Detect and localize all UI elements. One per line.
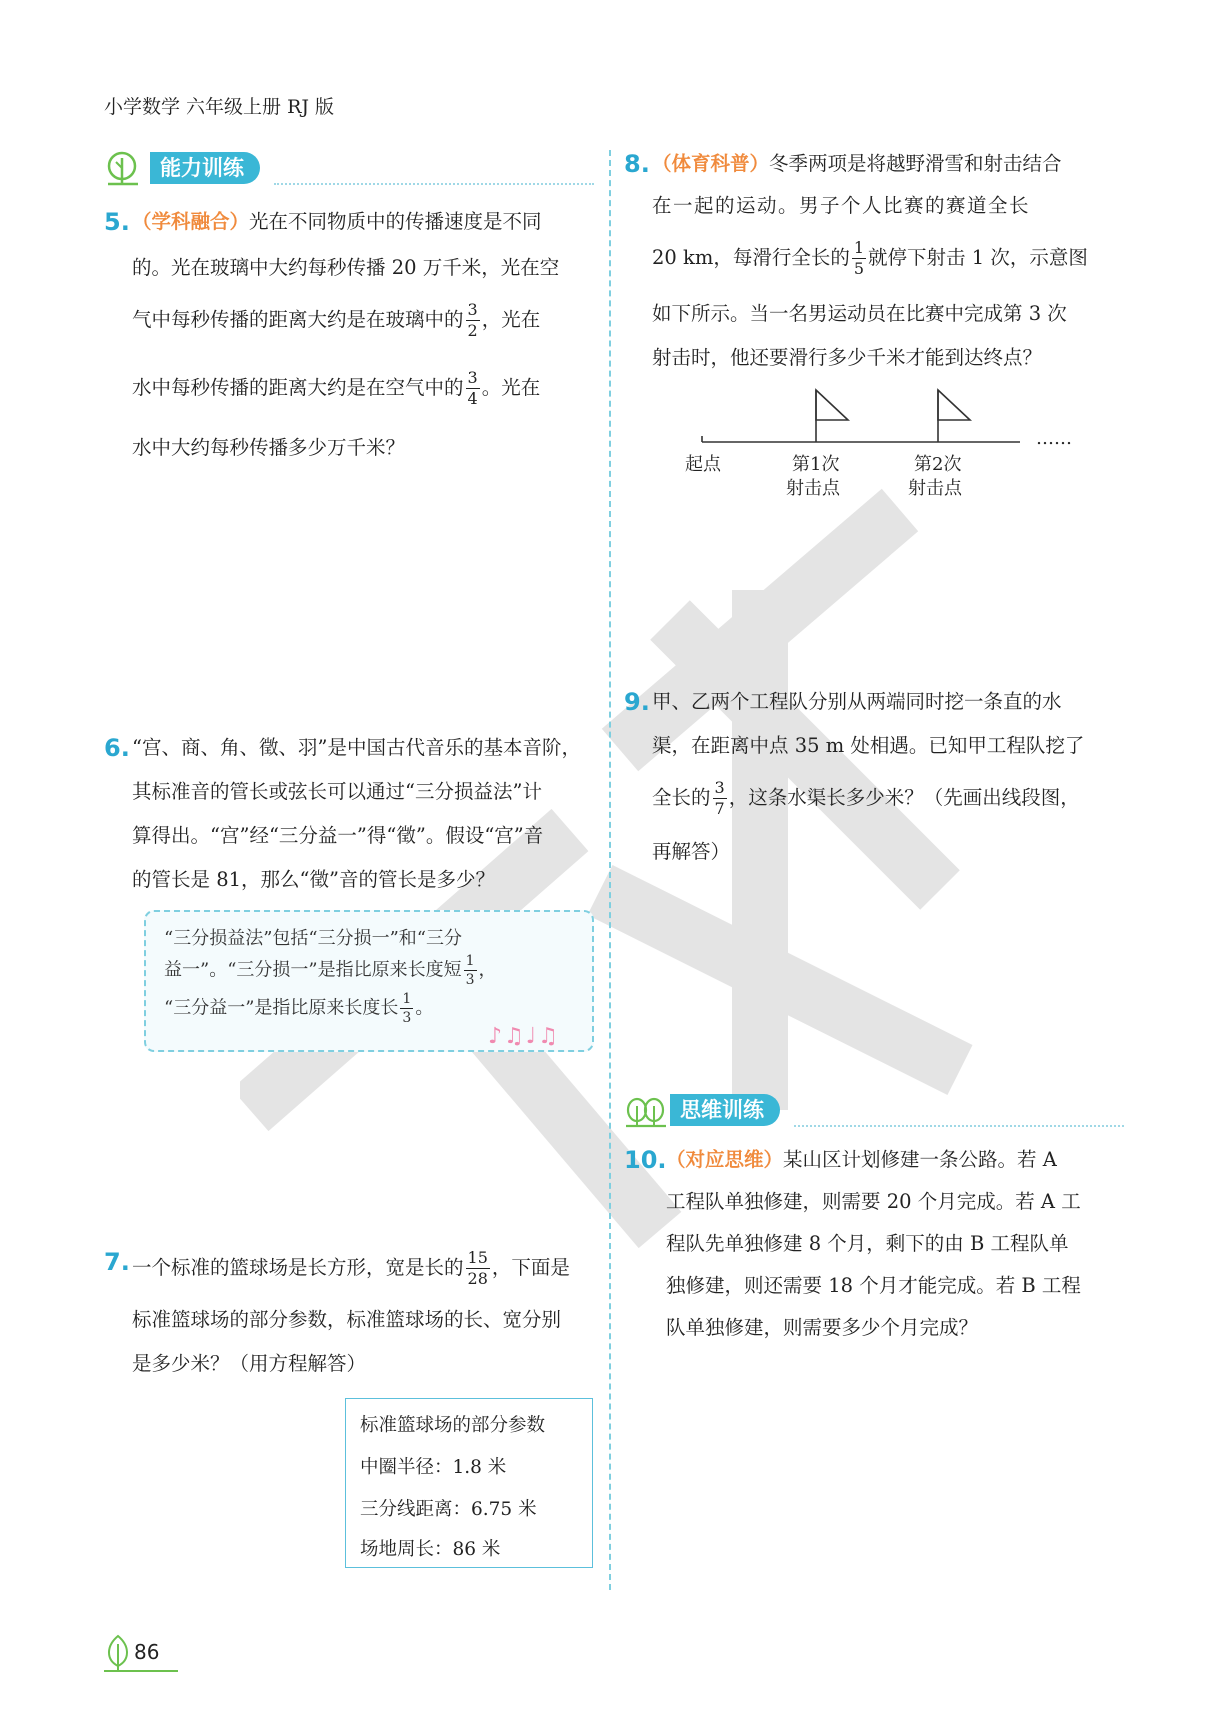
flag-icon <box>816 390 848 442</box>
section-rule <box>274 183 594 185</box>
diagram-label-shot2: 第2次 <box>914 454 962 475</box>
question-text: 程队先单独修建 8 个月，剩下的由 B 工程队单 <box>666 1232 1069 1255</box>
section-thinking-header <box>624 1090 1124 1130</box>
question-number: 7. <box>104 1248 130 1276</box>
music-notes-icon: ♪♫♩♫ <box>488 1024 560 1049</box>
diagram-label-shot1: 第1次 <box>792 454 840 475</box>
trees-icon <box>624 1090 668 1130</box>
question-text: 的管长是 81，那么“徵”音的管长是多少？ <box>132 868 495 891</box>
question-text: 就停下射击 1 次，示意图 <box>868 246 1088 269</box>
question-text: 的。光在玻璃中大约每秒传播 20 万千米，光在空 <box>132 256 560 279</box>
hint-text: ， <box>478 959 497 981</box>
question-text: 独修建，则还需要 18 个月才能完成。若 B 工程 <box>666 1274 1081 1297</box>
hint-box <box>144 910 594 1052</box>
table-row: 场地周长：86 米 <box>360 1539 501 1560</box>
question-text: 气中每秒传播的距离大约是在玻璃中的 <box>132 308 464 331</box>
table-title: 标准篮球场的部分参数 <box>360 1415 546 1436</box>
diagram-ellipsis: …… <box>1036 428 1072 449</box>
flag-icon <box>938 390 970 442</box>
question-number: 9. <box>624 688 650 716</box>
page-number <box>104 1632 178 1672</box>
question-text-line <box>132 302 540 339</box>
fraction: $\frac{3}{4}$ <box>467 368 478 408</box>
question-text: 光在不同物质中的传播速度是不同 <box>249 210 542 233</box>
leaf-icon <box>104 1632 134 1672</box>
fraction: $\frac{3}{7}$ <box>714 778 725 818</box>
section-ability-header <box>104 148 594 188</box>
question-5 <box>104 210 594 470</box>
column-divider <box>609 150 611 1590</box>
page-header: 小学数学 六年级上册 RJ 版 <box>104 96 335 118</box>
question-text: ，光在 <box>481 308 541 331</box>
diagram-label-shot2: 射击点 <box>908 478 962 499</box>
question-text: 全长的 <box>652 786 711 809</box>
table-row: 中圈半径：1.8 米 <box>360 1457 507 1478</box>
question-text: 。光在 <box>481 376 541 399</box>
hint-text-line <box>164 954 497 987</box>
question-text-line <box>652 240 1088 277</box>
question-9 <box>624 688 1124 863</box>
question-text: 水中每秒传播的距离大约是在空气中的 <box>132 376 464 399</box>
question-text: 其标准音的管长或弦长可以通过“三分损益法”计 <box>132 780 542 803</box>
question-number: 10. <box>624 1146 667 1174</box>
hint-text: 益一”。“三分损一”是指比原来长度短 <box>164 959 462 981</box>
question-number: 5. <box>104 208 130 236</box>
question-8 <box>624 152 1124 372</box>
hint-text-line <box>164 992 433 1025</box>
fraction: $\frac{1}{5}$ <box>853 238 865 278</box>
hint-text: “三分益一”是指比原来长度长 <box>164 997 399 1019</box>
question-text-line <box>132 370 540 407</box>
section-title: 能力训练 <box>150 152 260 184</box>
question-text: 渠，在距离中点 35 m 处相遇。已知甲工程队挖了 <box>652 734 1085 757</box>
question-text: “宫、商、角、徵、羽”是中国古代音乐的基本音阶， <box>132 736 581 759</box>
hint-text: 。 <box>415 997 434 1019</box>
question-text: 射击时，他还要滑行多少千米才能到达终点？ <box>652 346 1043 369</box>
question-number: 6. <box>104 734 130 762</box>
section-title: 思维训练 <box>670 1094 780 1126</box>
question-6 <box>104 736 594 896</box>
question-text: 算得出。“宫”经“三分益一”得“徵”。假设“宫”音 <box>132 824 544 847</box>
question-text: 队单独修建，则需要多少个月完成？ <box>666 1316 979 1339</box>
question-text: 再解答） <box>652 840 731 863</box>
question-7 <box>104 1250 594 1380</box>
question-text: 20 km，每滑行全长的 <box>652 246 850 269</box>
question-tag: （体育科普） <box>652 152 770 175</box>
question-tag: （对应思维） <box>666 1148 784 1171</box>
fraction: $\frac{1}{3}$ <box>465 953 475 988</box>
question-text-line <box>132 1250 570 1287</box>
question-text: 在一起的运动。男子个人比赛的赛道全长 <box>652 194 1031 217</box>
diagram-label-shot1: 射击点 <box>786 478 840 499</box>
question-number: 8. <box>624 150 650 178</box>
question-tag: （学科融合） <box>132 210 250 233</box>
hint-text: “三分损益法”包括“三分损一”和“三分 <box>164 928 463 949</box>
question-text: ，下面是 <box>491 1256 570 1279</box>
page-number-rule <box>104 1670 178 1672</box>
question-text: 是多少米？（用方程解答） <box>132 1352 367 1375</box>
section-rule <box>794 1125 1124 1127</box>
question-text: 标准篮球场的部分参数，标准篮球场的长、宽分别 <box>132 1308 562 1331</box>
parameter-table <box>345 1398 593 1568</box>
question-text: 一个标准的篮球场是长方形，宽是长的 <box>132 1256 464 1279</box>
fraction: $\frac{1}{3}$ <box>402 991 412 1026</box>
question-text: 甲、乙两个工程队分别从两端同时挖一条直的水 <box>652 690 1062 713</box>
fraction: $\frac{3}{2}$ <box>467 300 478 340</box>
fraction: $\frac{15}{28}$ <box>467 1248 488 1288</box>
page-number-text: 86 <box>134 1640 160 1664</box>
question-text: 某山区计划修建一条公路。若 A <box>783 1148 1057 1171</box>
question-text-line <box>652 780 1080 817</box>
question-text: ，这条水渠长多少米？（先画出线段图， <box>728 786 1080 809</box>
question-text: 如下所示。当一名男运动员在比赛中完成第 3 次 <box>652 302 1067 325</box>
question-text: 冬季两项是将越野滑雪和射击结合 <box>769 152 1062 175</box>
diagram-label-start: 起点 <box>685 454 721 475</box>
leaf-icon <box>104 148 148 188</box>
question-text: 水中大约每秒传播多少万千米？ <box>132 436 406 459</box>
table-row: 三分线距离：6.75 米 <box>360 1499 537 1520</box>
question-text: 工程队单独修建，则需要 20 个月完成。若 A 工 <box>666 1190 1081 1213</box>
question-10 <box>624 1148 1124 1348</box>
